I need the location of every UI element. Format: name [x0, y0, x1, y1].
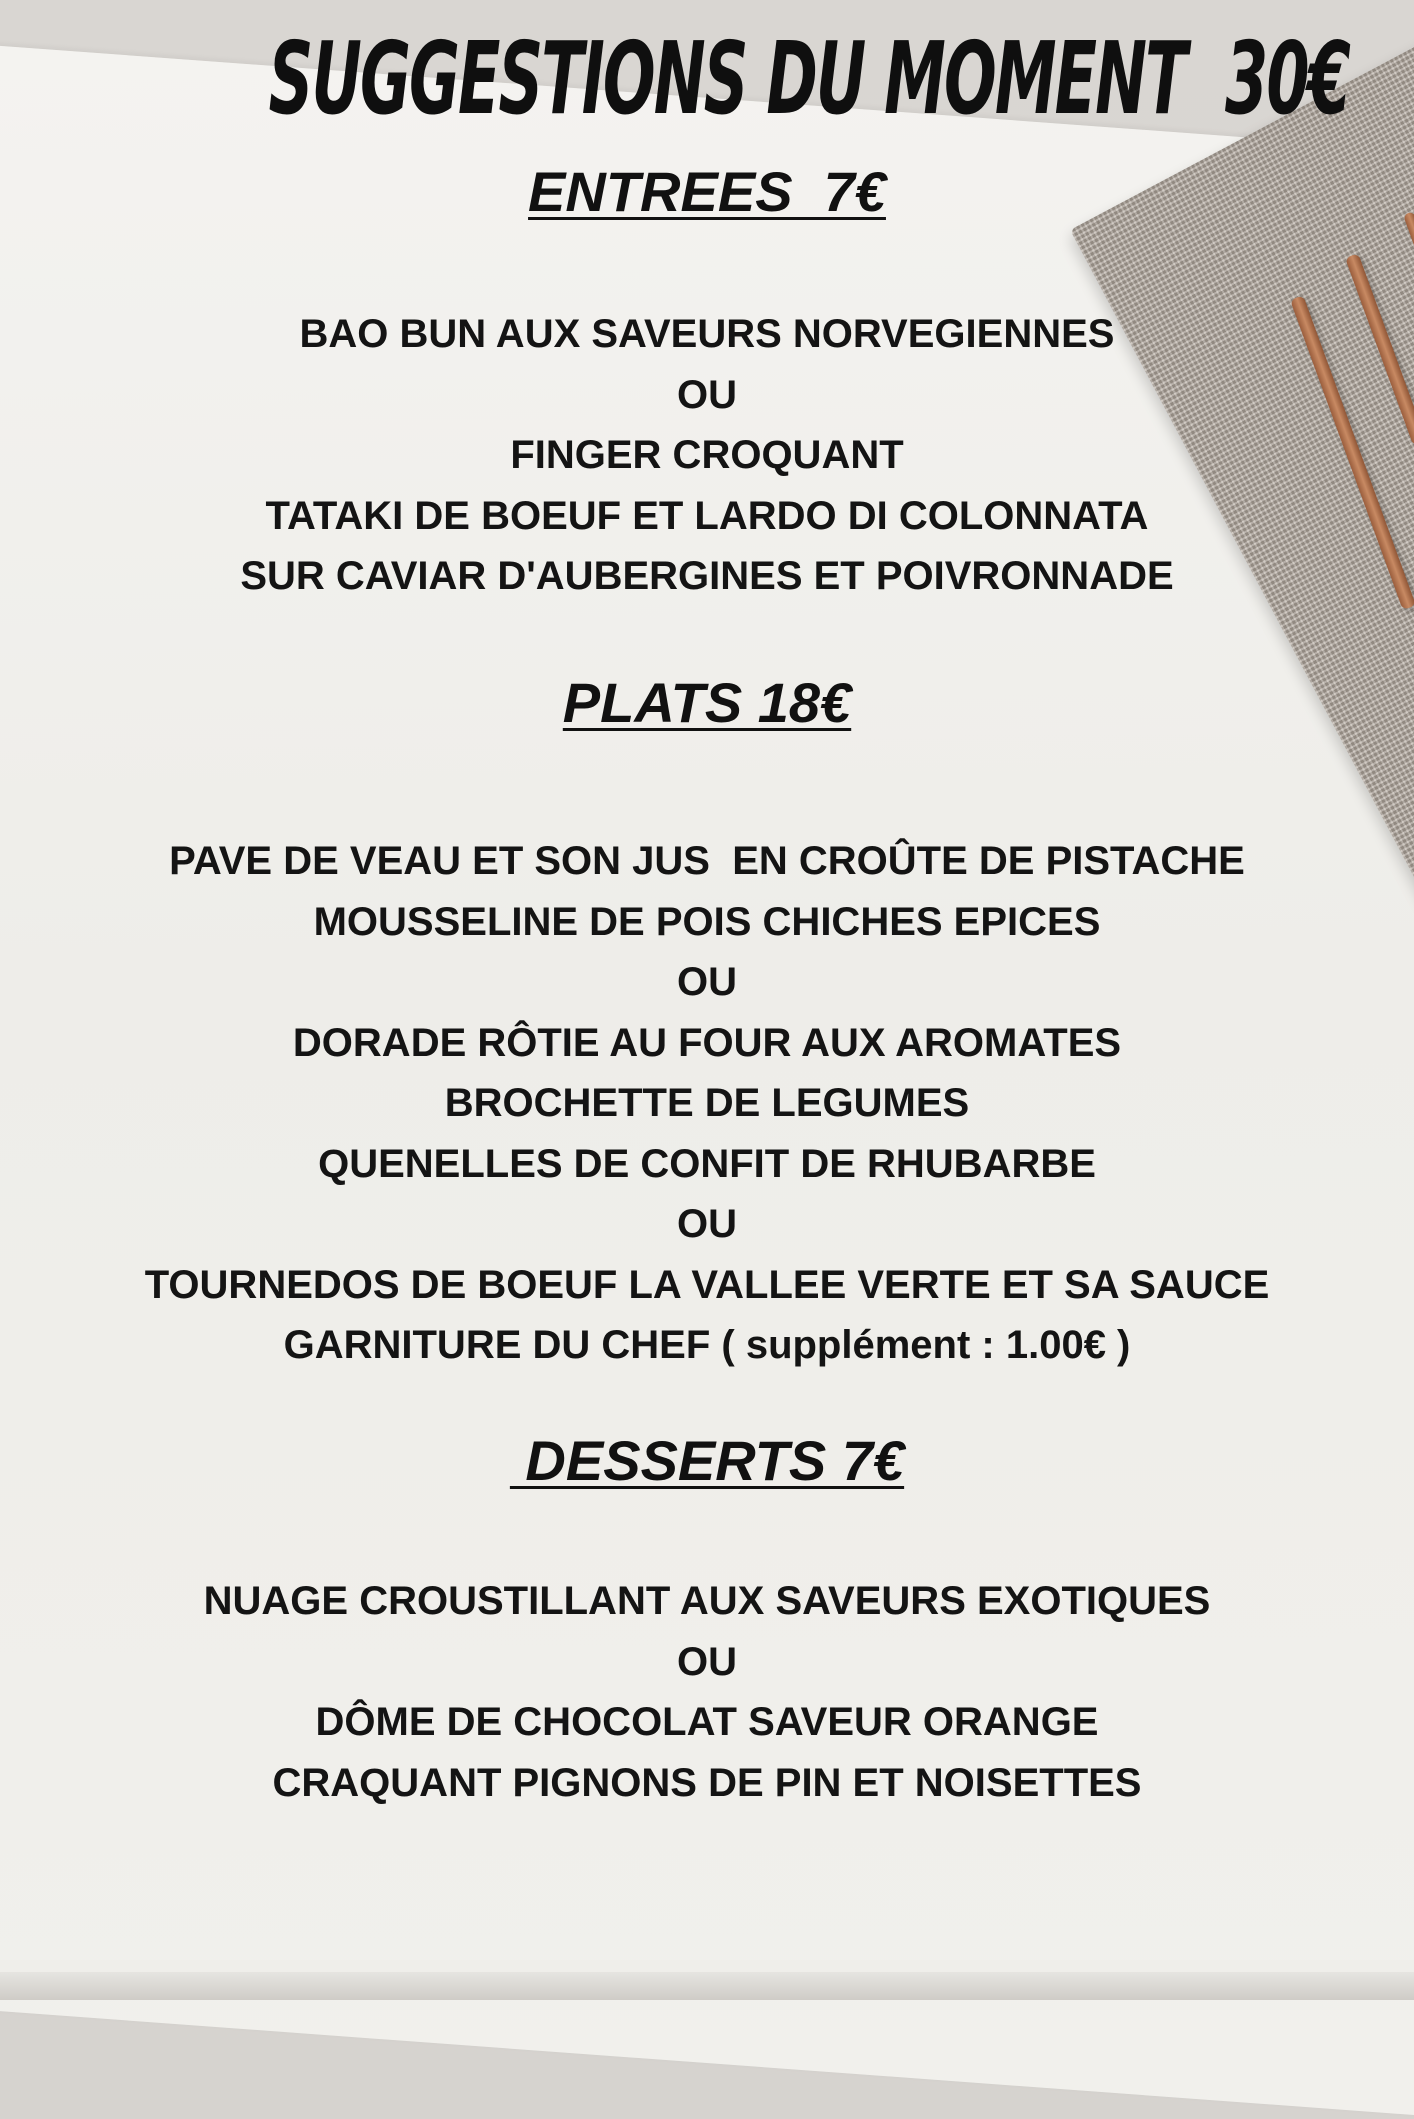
menu-line: FINGER CROQUANT — [510, 433, 904, 477]
menu-line: TATAKI DE BOEUF ET LARDO DI COLONNATA — [265, 493, 1149, 538]
menu-line: CRAQUANT PIGNONS DE PIN ET NOISETTES — [272, 1760, 1142, 1805]
menu-line: OU — [677, 1202, 737, 1246]
section-heading-entrees: ENTREES 7€ — [528, 160, 886, 223]
menu-line: QUENELLES DE CONFIT DE RHUBARBE — [318, 1141, 1096, 1186]
section-heading-plats: PLATS 18€ — [562, 671, 852, 734]
menu-line: MOUSSELINE DE POIS CHICHES EPICES — [313, 899, 1101, 944]
plats-list — [0, 831, 1414, 1376]
menu-title: SUGGESTIONS DU MOMENT 30€ — [268, 20, 1349, 137]
section-heading-desserts: DESSERTS 7€ — [509, 1429, 905, 1492]
menu-line: OU — [677, 1639, 737, 1684]
menu-line: NUAGE CROUSTILLANT AUX SAVEURS EXOTIQUES — [203, 1579, 1211, 1623]
menu-line: DORADE RÔTIE AU FOUR AUX AROMATES — [292, 1020, 1122, 1065]
menu-line: TOURNEDOS DE BOEUF LA VALLEE VERTE ET SA SAUCE — [144, 1262, 1270, 1307]
menu-line: OU — [677, 960, 737, 1004]
entrees-list — [0, 304, 1414, 607]
menu-line: DÔME DE CHOCOLAT SAVEUR ORANGE — [315, 1700, 1099, 1744]
menu-line: GARNITURE DU CHEF ( supplément : 1.00€ ) — [283, 1323, 1131, 1367]
desserts-list — [0, 1571, 1414, 1813]
menu-line: BROCHETTE DE LEGUMES — [444, 1081, 970, 1125]
menu-line: SUR CAVIAR D'AUBERGINES ET POIVRONNADE — [240, 554, 1174, 598]
menu-line: OU — [677, 372, 737, 417]
menu-line: BAO BUN AUX SAVEURS NORVEGIENNES — [299, 312, 1115, 356]
menu-line: PAVE DE VEAU ET SON JUS EN CROÛTE DE PISTACHE — [169, 839, 1245, 883]
